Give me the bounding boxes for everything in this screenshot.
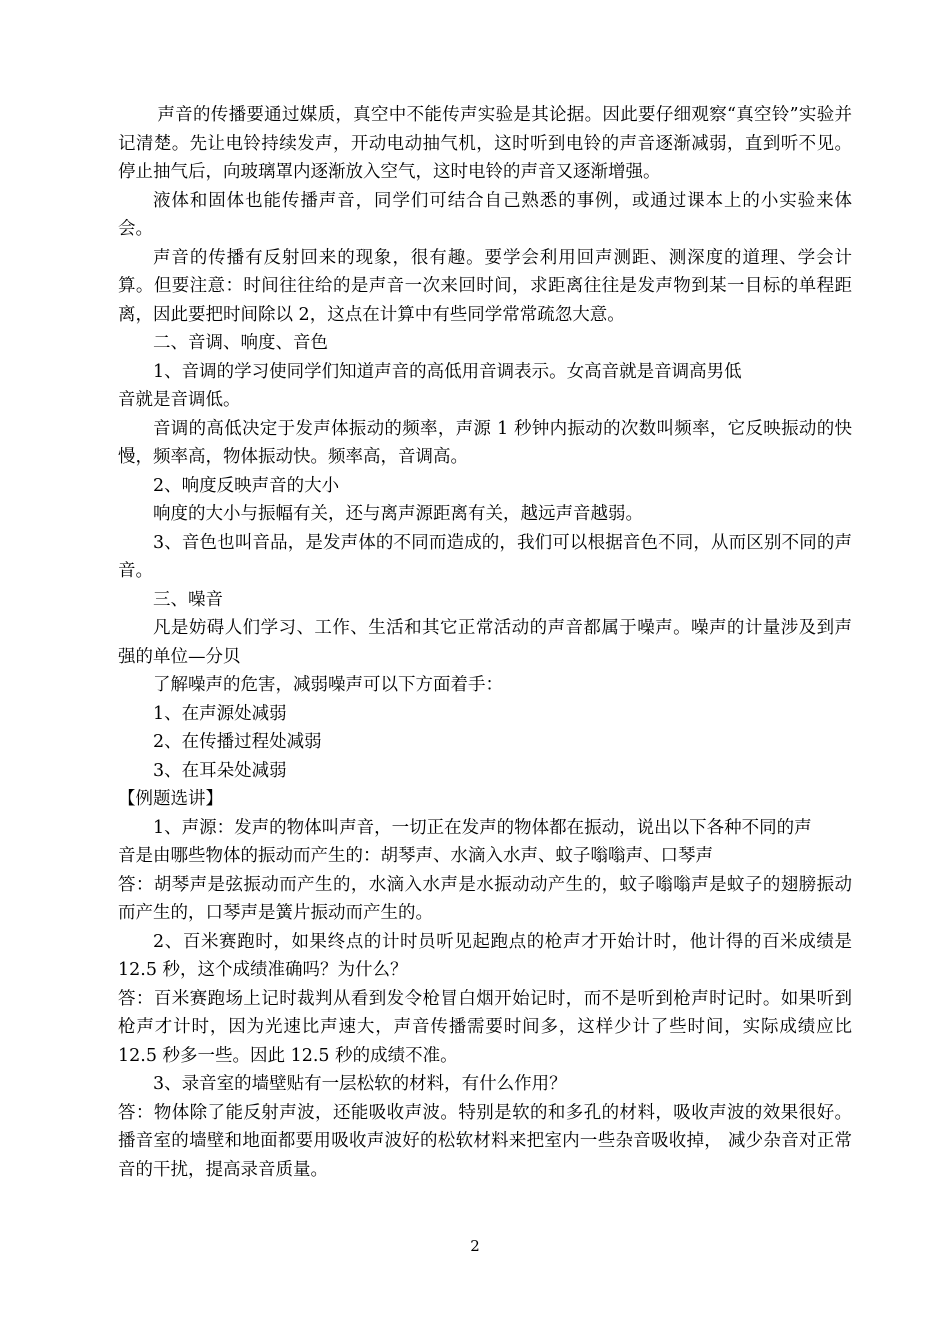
page-number: 2 [470,1237,480,1255]
example-answer-3: 答：物体除了能反射声波，还能吸收声波。特别是软的和多孔的材料，吸收声波的效果很好。播音室的墙壁和地面都要用吸收声波好的松软材料来把室内一些杂音吸收掉， 减少杂音对正常音的干扰，提高录音质量。 [118,1102,852,1180]
paragraph-amplitude: 响度的大小与振幅有关，还与离声源距离有关，越远声音越弱。 [153,504,643,524]
section-heading-examples: 【例题选讲】 [118,789,223,809]
paragraph-pitch-intro: 1、音调的学习使同学们知道声音的高低用音调表示。女高音就是音调高男低 [153,361,742,382]
paragraph-frequency: 音调的高低决定于发声体振动的频率，声源 1 秒钟内振动的次数叫频率，它反映振动的快慢，频率高，物体振动快。频率高，音调高。 [118,418,852,467]
document-body [118,101,852,1184]
example-question-1: 1、声源：发声的物体叫声音，一切正在发声的物体都在振动，说出以下各种不同的声 [153,817,812,838]
list-item-transmission: 2、在传播过程处减弱 [153,732,322,752]
example-question-1-continued: 音是由哪些物体的振动而产生的：胡琴声、水滴入水声、蚊子嗡嗡声、口琴声 [118,846,713,866]
example-question-3: 3、录音室的墙壁贴有一层松软的材料，有什么作用？ [153,1074,567,1094]
paragraph-liquid-solid: 液体和固体也能传播声音，同学们可结合自己熟悉的事例，或通过课本上的小实验来体会。 [118,190,852,239]
example-answer-2: 答：百米赛跑场上记时裁判从看到发令枪冒白烟开始记时，而不是听到枪声时记时。如果听到枪声才计时，因为光速比声速大，声音传播需要时间多，这样少计了些时间，实际成绩应比 12.5 秒多一些。因此 12.5 秒的成绩不准。 [118,988,852,1066]
paragraph-echo: 声音的传播有反射回来的现象，很有趣。要学会利用回声测距、测深度的道理、学会计算。但要注意：时间往往给的是声音一次来回时间，求距离往往是发声物到某一目标的单程距离，因此要把时间除以 2，这点在计算中有些同学常常疏忽大意。 [118,247,852,325]
section-heading-noise: 三、噪音 [153,589,223,610]
section-heading-pitch-loudness-timbre: 二、音调、响度、音色 [153,333,328,353]
paragraph-timbre: 3、音色也叫音品，是发声体的不同而造成的，我们可以根据音色不同，从而区别不同的声音。 [118,532,852,581]
list-item-ear: 3、在耳朵处减弱 [153,760,287,781]
paragraph-pitch-intro-continued: 音就是音调低。 [118,390,241,410]
example-question-2: 2、百米赛跑时，如果终点的计时员听见起跑点的枪声才开始计时，他计得的百米成绩是 12.5 秒，这个成绩准确吗？为什么？ [118,931,852,980]
paragraph-noise-definition: 凡是妨碍人们学习、工作、生活和其它正常活动的声音都属于噪声。噪声的计量涉及到声强的单位—分贝 [118,618,852,667]
list-item-source: 1、在声源处减弱 [153,703,287,724]
paragraph-noise-reduction: 了解噪声的危害，减弱噪声可以下方面着手： [153,675,503,695]
example-answer-1: 答：胡琴声是弦振动而产生的，水滴入水声是水振动动产生的，蚊子嗡嗡声是蚊子的翅膀振动而产生的，口琴声是簧片振动而产生的。 [118,874,852,923]
paragraph-vacuum-bell: 声音的传播要通过媒质，真空中不能传声实验是其论据。因此要仔细观察“真空铃”实验并记清楚。先让电铃持续发声，开动电动抽气机，这时听到电铃的声音逐渐减弱，直到听不见。停止抽气后，向玻璃罩内逐渐放入空气，这时电铃的声音又逐渐增强。 [118,105,852,182]
paragraph-loudness-heading: 2、响度反映声音的大小 [153,475,340,496]
